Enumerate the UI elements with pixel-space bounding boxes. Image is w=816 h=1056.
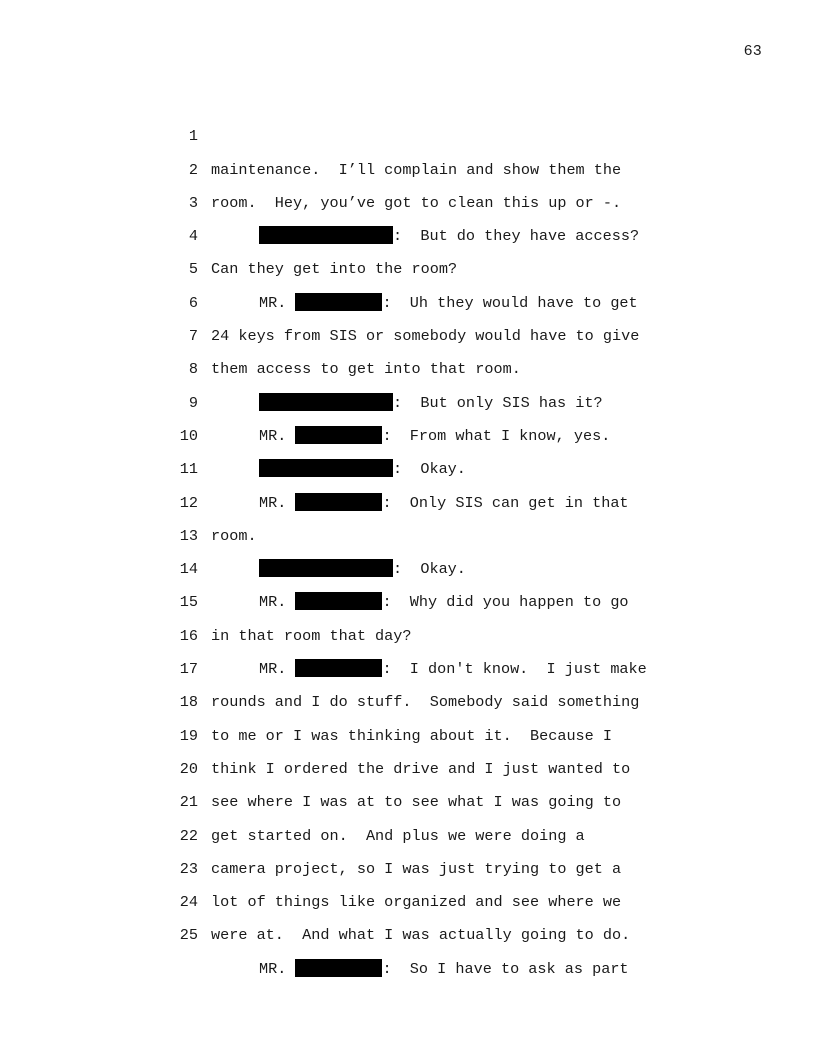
line-number: 14	[179, 560, 198, 579]
line-text: maintenance. I’ll complain and show them the	[211, 160, 622, 179]
line-number: 5	[188, 260, 198, 279]
line-text-content: : Why did you happen to go	[382, 593, 629, 612]
line-text: get started on. And plus we were doing a	[211, 826, 585, 845]
line-number: 22	[179, 826, 198, 845]
line-text: to me or I was thinking about it. Because I	[211, 726, 613, 745]
line-number: 10	[179, 426, 198, 445]
line-number: 4	[188, 227, 198, 246]
line-text: think I ordered the drive and I just wanted to	[211, 759, 631, 778]
line-number: 15	[179, 593, 198, 612]
line-text: 24 keys from SIS or somebody would have to give	[211, 327, 640, 346]
line-number: 18	[179, 693, 198, 712]
line-text-content: : Okay.	[393, 460, 466, 479]
line-text-content: : But do they have access?	[393, 227, 640, 246]
line-number: 11	[179, 460, 198, 479]
transcript-line	[170, 87, 690, 179]
redaction-block	[295, 959, 382, 977]
line-number: 21	[179, 793, 198, 812]
speaker-prefix: MR.	[259, 593, 296, 612]
line-text-content: : Okay.	[393, 560, 466, 579]
line-number: 7	[188, 327, 198, 346]
line-number: 23	[179, 859, 198, 878]
line-number: 2	[188, 160, 198, 179]
line-number: 6	[188, 293, 198, 312]
speaker-prefix: MR.	[259, 426, 296, 445]
line-text-content: : I don't know. I just make	[382, 660, 647, 679]
line-number: 19	[179, 726, 198, 745]
line-text: lot of things like organized and see where we	[211, 893, 622, 912]
line-number: 3	[188, 193, 198, 212]
transcript-body	[170, 87, 690, 978]
line-text: camera project, so I was just trying to get a	[211, 859, 622, 878]
line-text: them access to get into that room.	[211, 360, 521, 379]
line-text	[211, 953, 629, 986]
page-number: 63	[743, 43, 762, 60]
line-number: 1	[188, 127, 198, 146]
line-text: rounds and I do stuff. Somebody said something	[211, 693, 640, 712]
speaker-prefix: MR.	[259, 293, 296, 312]
line-text-content: : But only SIS has it?	[393, 393, 603, 412]
line-text-content: : Only SIS can get in that	[382, 493, 629, 512]
line-text: Can they get into the room?	[211, 260, 458, 279]
line-number: 9	[188, 393, 198, 412]
line-text: room.	[211, 526, 257, 545]
line-number: 20	[179, 759, 198, 778]
line-number: 24	[179, 893, 198, 912]
line-text-content: : Uh they would have to get	[382, 293, 638, 312]
line-text-content: : So I have to ask as part	[382, 959, 629, 978]
line-text: room. Hey, you’ve got to clean this up or -.	[211, 193, 622, 212]
line-number: 17	[179, 660, 198, 679]
speaker-prefix: MR.	[259, 660, 296, 679]
line-text: see where I was at to see what I was going to	[211, 793, 622, 812]
line-number: 8	[188, 360, 198, 379]
speaker-prefix: MR.	[259, 959, 296, 978]
line-text: were at. And what I was actually going to do.	[211, 926, 631, 945]
line-number: 12	[179, 493, 198, 512]
line-text: in that room that day?	[211, 626, 412, 645]
line-number: 13	[179, 526, 198, 545]
line-number: 25	[179, 926, 198, 945]
line-text-content: : From what I know, yes.	[382, 426, 611, 445]
speaker-prefix: MR.	[259, 493, 296, 512]
line-number: 16	[179, 626, 198, 645]
